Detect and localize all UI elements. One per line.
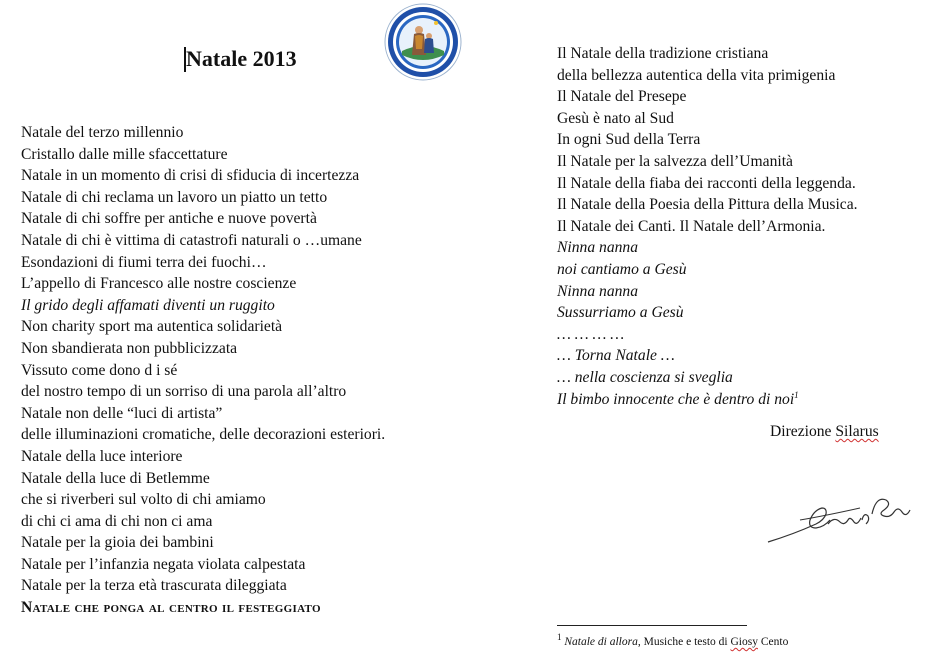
poem-line: Natale di chi è vittima di catastrofi naturali o …umane xyxy=(21,231,362,249)
poem-line: Cristallo dalle mille sfaccettature xyxy=(21,145,228,163)
footnote-mark: 1 xyxy=(557,632,562,643)
poem-line: Natale della luce interiore xyxy=(21,447,183,465)
footnote-work-title: Natale di allora xyxy=(564,636,638,648)
lullaby-line: … … … … xyxy=(557,325,625,343)
signature-org-name: Silarus xyxy=(835,423,879,440)
poem-line: Natale per la terza età trascurata dileggiata xyxy=(21,577,287,595)
lullaby-line: Sussurriamo a Gesù xyxy=(557,304,684,322)
poem-line: Il Natale del Presepe xyxy=(557,88,687,106)
poem-line: Natale per l’infanzia negata violata calpestata xyxy=(21,555,306,573)
poem-line: Gesù è nato al Sud xyxy=(557,109,674,127)
footnote-reference[interactable]: 1 xyxy=(794,389,799,400)
poem-line: Esondazioni di fiumi terra dei fuochi… xyxy=(21,253,267,271)
lullaby-line: … Torna Natale … xyxy=(557,347,675,365)
footnote-author-first: Giosy xyxy=(730,636,758,648)
lullaby-line xyxy=(557,389,858,411)
poem-left-column xyxy=(21,122,385,619)
poem-line: Non charity sport ma autentica solidarietà xyxy=(21,318,283,336)
poem-line: Il Natale per la salvezza dell’Umanità xyxy=(557,152,793,170)
poem-line: Vissuto come dono d i sé xyxy=(21,361,178,379)
signature-organization xyxy=(770,421,879,443)
footnote-author-last: Cento xyxy=(757,636,789,648)
poem-line: che si riverberi sul volto di chi amiamo xyxy=(21,491,266,509)
poem-line: Il Natale della fiaba dei racconti della leggenda. xyxy=(557,174,856,192)
lullaby-line: Ninna nanna xyxy=(557,282,639,300)
poem-line: Il Natale della Poesia della Pittura della Musica. xyxy=(557,196,858,214)
poem-line: di chi ci ama di chi non ci ama xyxy=(21,512,213,530)
lullaby-line-text: Il bimbo innocente che è dentro di noi xyxy=(557,390,795,408)
poem-line: Non sbandierata non pubblicizzata xyxy=(21,339,238,357)
poem-line: Natale della luce di Betlemme xyxy=(21,469,210,487)
poem-line: delle illuminazioni cromatiche, delle decorazioni esteriori. xyxy=(21,426,386,444)
lullaby-line: noi cantiamo a Gesù xyxy=(557,260,687,278)
poem-line: Natale di chi reclama un lavoro un piatto un tetto xyxy=(21,188,328,206)
poem-line: L’appello di Francesco alle nostre coscienze xyxy=(21,275,297,293)
lullaby-line: Ninna nanna xyxy=(557,239,639,257)
poem-line: Natale di chi soffre per antiche e nuove povertà xyxy=(21,210,317,228)
poem-right-column xyxy=(557,43,858,410)
footnote xyxy=(557,634,788,650)
footnote-separator xyxy=(557,625,747,626)
poem-closing-line: Natale che ponga al centro il festeggiato xyxy=(21,599,321,617)
poem-line: Il grido degli affamati diventi un ruggito xyxy=(21,296,275,314)
footnote-credits: , Musiche e testo di xyxy=(637,636,731,648)
poem-line: Natale in un momento di crisi di sfiducia di incertezza xyxy=(21,167,360,185)
poem-line: Il Natale dei Canti. Il Natale dell’Armonia. xyxy=(557,217,826,235)
lullaby-line: … nella coscienza si sveglia xyxy=(557,368,733,386)
poem-line: Il Natale della tradizione cristiana xyxy=(557,45,769,62)
signature-prefix: Direzione xyxy=(770,423,836,440)
poem-line: Natale per la gioia dei bambini xyxy=(21,534,214,552)
nativity-seal-icon xyxy=(384,3,462,81)
page-title: Natale 2013 xyxy=(186,46,297,71)
poem-line: della bellezza autentica della vita primigenia xyxy=(557,66,836,84)
poem-line: Natale non delle “luci di artista” xyxy=(21,404,223,422)
poem-line: In ogni Sud della Terra xyxy=(557,131,701,149)
poem-line: Natale del terzo millennio xyxy=(21,124,184,141)
poem-line: del nostro tempo di un sorriso di una parola all’altro xyxy=(21,383,347,401)
handwritten-signature xyxy=(764,490,914,548)
